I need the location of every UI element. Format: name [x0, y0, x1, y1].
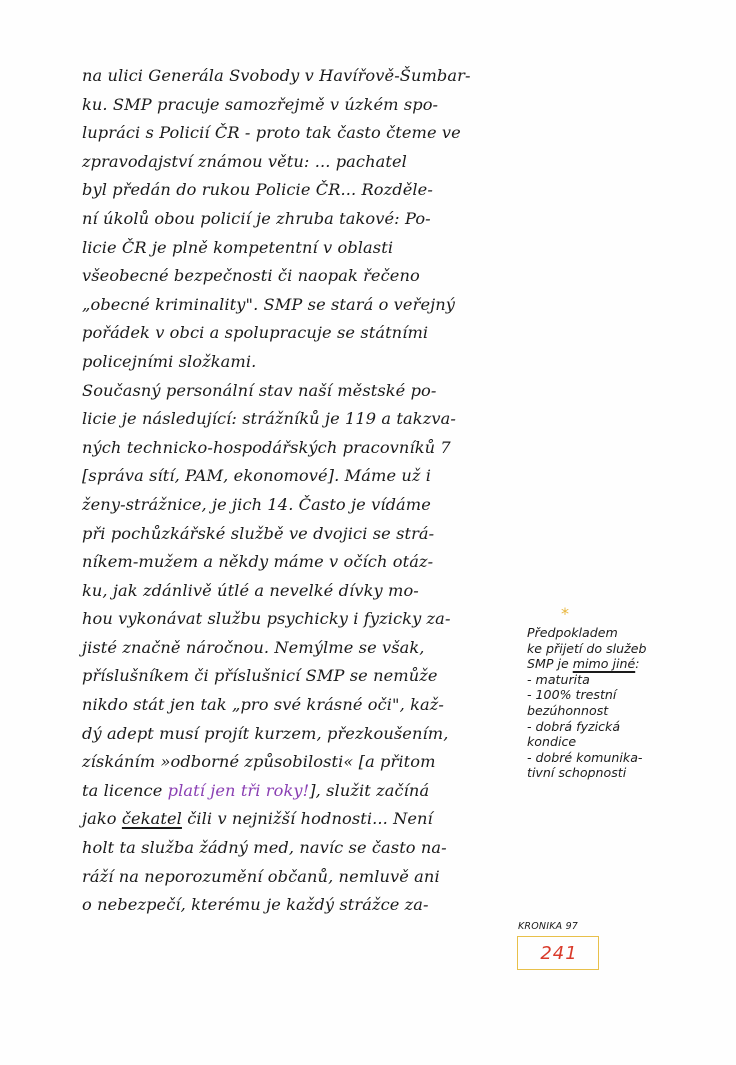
text-line: licie ČR je plně kompetentní v oblasti	[82, 237, 394, 257]
note-line: Předpokladem	[527, 625, 618, 640]
note-line: ke přijetí do služeb	[527, 640, 647, 656]
margin-note	[527, 625, 687, 781]
text-line: níkem-mužem a někdy máme v očích otáz-	[82, 552, 434, 572]
text-line: o nebezpečí, kterému je každý strážce za-	[82, 895, 429, 915]
text-line: zpravodajství známou větu: ... pachatel	[82, 151, 407, 171]
text-line: „obecné kriminality". SMP se stará o veřejný	[82, 294, 456, 314]
text-line: při pochůzkářské službě ve dvojici se strá-	[82, 523, 435, 543]
main-text-block	[82, 62, 532, 920]
text-line: holt ta služba žádný med, navíc se často na-	[82, 838, 447, 858]
text-line: byl předán do rukou Policie ČR... Rozděle-	[82, 180, 433, 200]
note-line: bezúhonnost	[527, 702, 609, 718]
text-line: získáním »odborné způsobilosti« [a přitom	[82, 752, 436, 772]
text-line: na ulici Generála Svobody v Havířově-Šumbar-	[82, 66, 471, 85]
text-line: jisté značně náročnou. Nemýlme se však,	[82, 637, 425, 657]
note-line: tivní schopnosti	[527, 765, 627, 781]
text-line: dý adept musí projít kurzem, přezkoušením,	[82, 723, 449, 743]
text-line: licie je následující: strážníků je 119 a takzva-	[82, 409, 456, 429]
text-line: ní úkolů obou policií je zhruba takové: Po-	[82, 208, 431, 228]
underlined-word: čekatel	[121, 809, 182, 829]
purple-highlight-text: platí jen tři roky!	[167, 780, 310, 800]
text-line: ženy-strážnice, je jich 14. Často je vídáme	[82, 494, 431, 514]
note-segment: SMP je	[527, 656, 573, 672]
text-line: ku. SMP pracuje samozřejmě v úzkém spo-	[82, 94, 439, 114]
text-line: nikdo stát jen tak „pro své krásné oči", kaž-	[82, 695, 444, 715]
text-segment: jako	[82, 809, 122, 829]
text-line: hou vykonávat službu psychicky i fyzicky za-	[82, 609, 451, 629]
page-number: 241	[540, 943, 578, 964]
text-segment: ta licence	[82, 780, 168, 800]
asterisk-star-icon: *	[561, 604, 569, 623]
note-line: kondice	[527, 734, 577, 750]
note-line: - dobrá fyzická	[527, 718, 621, 734]
text-line-licence	[82, 777, 532, 806]
note-segment: :	[635, 656, 640, 672]
text-line: ku, jak zdánlivě útlé a nevelké dívky mo-	[82, 580, 419, 600]
text-segment: čili v nejnižší hodnosti... Není	[181, 809, 433, 829]
text-line: lupráci s Policií ČR - proto tak často čteme ve	[82, 123, 461, 143]
text-line: Současný personální stav naší městské po-	[82, 380, 437, 400]
text-line-cekatel	[82, 805, 532, 834]
note-underlined: mimo jiné	[572, 656, 636, 672]
text-line: příslušníkem či příslušnicí SMP se nemůže	[82, 666, 438, 686]
text-line: ráží na neporozumění občanů, nemluvě ani	[82, 866, 440, 886]
chronicle-label: KRONIKA 97	[518, 921, 579, 932]
note-line: - dobré komunika-	[527, 749, 643, 765]
text-line: [správa sítí, PAM, ekonomové]. Máme už i	[82, 466, 432, 486]
text-line: policejními složkami.	[82, 351, 257, 371]
text-segment: ], služit začíná	[309, 780, 430, 800]
note-line	[527, 656, 687, 672]
text-line: pořádek v obci a spolupracuje se státními	[82, 323, 429, 343]
page-number-box	[517, 936, 599, 970]
note-line: - 100% trestní	[527, 687, 617, 703]
text-line: ných technicko-hospodářských pracovníků 7	[82, 437, 451, 457]
text-line: všeobecné bezpečnosti či naopak řečeno	[82, 266, 420, 286]
note-line: - maturita	[527, 671, 590, 687]
